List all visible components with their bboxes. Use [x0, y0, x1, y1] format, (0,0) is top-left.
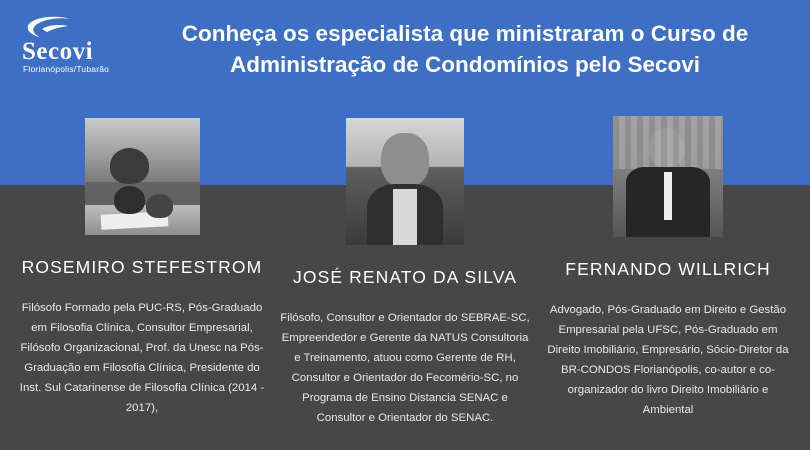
- specialist-card: [540, 110, 796, 428]
- specialist-photo: [346, 118, 464, 245]
- specialist-name: FERNANDO WILLRICH: [565, 259, 771, 279]
- photo-detail: [100, 211, 167, 230]
- specialist-bio: Filósofo, Consultor e Orientador do SEBRAE-SC, Empreendedor e Gerente da NATUS Consultoria e Treinamento, atuou como Gerente de RH, Consultor e Orientador do Fecomério-SC, no Programa de Ensino Distancia SENAC e Consultor e Orientador do SENAC.: [280, 312, 530, 424]
- specialist-card: [277, 110, 533, 428]
- specialist-card: [14, 110, 270, 428]
- photo-detail: [664, 172, 673, 220]
- specialist-bio: Filósofo Formado pela PUC-RS, Pós-Graduado em Filosofia Clínica, Consultor Empresarial, Filósofo Organizacional, Prof. da Unesc na Pós-Graduação em Filosofia Clínica, Presidente do Inst. Sul Catarinense de Filosofia Clínica (2014 - 2017),: [19, 302, 265, 414]
- specialist-photo: [85, 118, 200, 235]
- photo-detail: [613, 116, 723, 169]
- specialist-photo: [613, 116, 723, 237]
- page-title: Conheça os especialista que ministraram o Curso de Administração de Condomínios pelo Secovi: [181, 21, 749, 77]
- specialist-bio: Advogado, Pós-Graduado em Direito e Gestão Empresarial pela UFSC, Pós-Graduado em Direito Imobiliário, Empresário, Sócio-Diretor da BR-CONDOS Florianópolis, co-autor e co-organizador do livro Direito Imobiliário e Ambiental: [547, 304, 789, 416]
- logo-name: Secovi: [22, 38, 94, 65]
- specialist-name: JOSÉ RENATO DA SILVA: [293, 267, 517, 287]
- specialist-name: ROSEMIRO STEFESTROM: [21, 257, 263, 277]
- photo-detail: [393, 189, 417, 245]
- specialists-list: [0, 110, 810, 428]
- logo-subtitle: Florianópolis/Tubarão: [23, 64, 110, 74]
- secovi-logo: [18, 16, 133, 74]
